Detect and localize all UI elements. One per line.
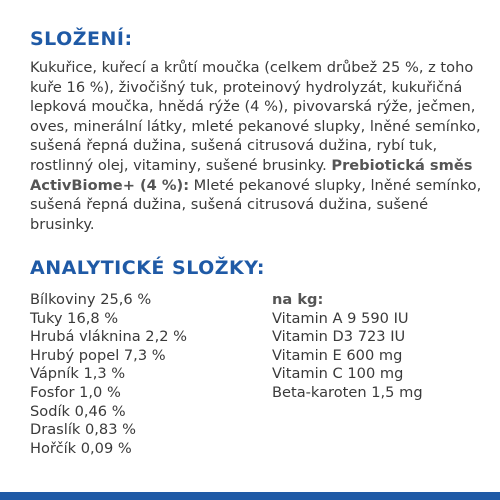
composition-heading: SLOŽENÍ:	[30, 28, 133, 50]
bottom-accent-bar	[0, 492, 500, 500]
analytic-heading: ANALYTICKÉ SLOŽKY:	[30, 257, 265, 279]
nutrient-item: Fosfor 1,0 %	[30, 383, 121, 401]
nutrient-item: Tuky 16,8 %	[30, 309, 119, 327]
vitamins-per-kg-title: na kg:	[272, 291, 324, 308]
vitamin-item: Vitamin C 100 mg	[272, 365, 404, 383]
composition-text	[30, 58, 485, 234]
nutrient-item: Hrubá vláknina 2,2 %	[30, 328, 188, 346]
vitamin-item: Vitamin A 9 590 IU	[272, 309, 409, 327]
vitamin-item: Vitamin E 600 mg	[272, 346, 403, 364]
analytic-nutrients-list	[30, 291, 187, 458]
nutrient-item: Draslík 0,83 %	[30, 421, 136, 439]
nutrient-item: Vápník 1,3 %	[30, 365, 126, 383]
vitamin-item: Beta-karoten 1,5 mg	[272, 383, 423, 401]
nutrient-item: Hořčík 0,09 %	[30, 439, 132, 457]
nutrient-item: Bílkoviny 25,6 %	[30, 291, 152, 308]
vitamin-item: Vitamin D3 723 IU	[272, 328, 406, 346]
nutrient-item: Hrubý popel 7,3 %	[30, 346, 166, 364]
nutrient-item: Sodík 0,46 %	[30, 402, 126, 420]
analytic-vitamins-list	[272, 291, 423, 403]
ingredients-list: Kukuřice, kuřecí a krůtí moučka (celkem drůbež 25 %, z toho kuře 16 %), živočišný tuk, proteinový hydrolyzát, kukuřičná lepková moučka, hnědá rýže (4 %), pivovarská rýže, ječmen, oves, minerální látky, mleté pekanové slupky, lněné semínko, sušená řepná dužina, sušená citrusová dužina, rybí tuk, rostlinný olej, vitaminy, sušené brusinky.	[30, 59, 481, 174]
prebiotic-label: Prebiotická směs ActivBiome+ (4 %):	[30, 156, 473, 194]
prebiotic-text: Mleté pekanové slupky, lněné semínko, sušená řepná dužina, sušená citrusová dužina, sušené brusinky.	[30, 176, 482, 233]
